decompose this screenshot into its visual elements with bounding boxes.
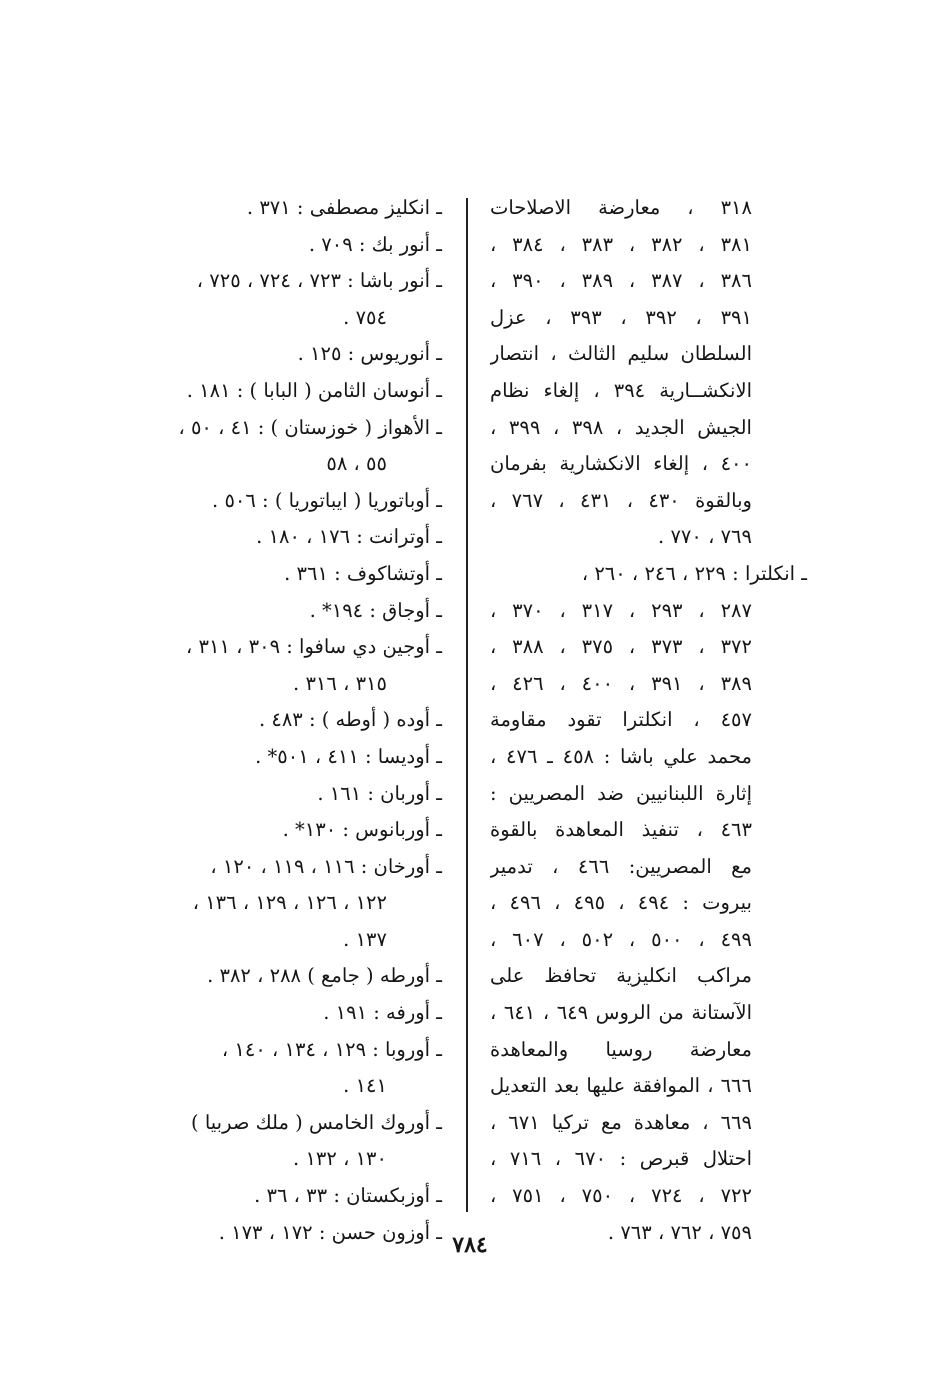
- index-line: ٤٥٧ ، انكلترا تقود مقاومة: [490, 708, 752, 732]
- index-line: مراكب انكليزية تحافظ على: [490, 964, 752, 988]
- index-line: ١٢٢ ، ١٢٦ ، ١٢٩ ، ١٣٦ ،: [192, 891, 387, 915]
- index-line: ٦٦٩ ، معاهدة مع تركيا ٦٧١ ،: [490, 1110, 752, 1134]
- index-line: ٣٨٦ ، ٣٨٧ ، ٣٨٩ ، ٣٩٠ ،: [490, 269, 752, 293]
- index-line: ٣٧٢ ، ٣٧٣ ، ٣٧٥ ، ٣٨٨ ،: [490, 635, 752, 659]
- index-line: ـ أنوسان الثامن ( البابا ) : ١٨١ .: [186, 378, 442, 402]
- index-line: ـ أنور باشا : ٧٢٣ ، ٧٢٤ ، ٧٢٥ ،: [196, 269, 442, 293]
- index-line: ٤٦٣ ، تنفيذ المعاهدة بالقوة: [490, 818, 752, 842]
- index-line: ـ انكليز مصطفى : ٣٧١ .: [246, 196, 442, 219]
- index-line: ـ أوجين دي سافوا : ٣٠٩ ، ٣١١ ،: [186, 635, 442, 659]
- index-line: ٢٨٧ ، ٢٩٣ ، ٣١٧ ، ٣٧٠ ،: [490, 598, 752, 622]
- index-line: ٤٩٩ ، ٥٠٠ ، ٥٠٢ ، ٦٠٧ ،: [490, 927, 752, 951]
- index-line: ٧٦٩ ، ٧٧٠ .: [658, 525, 752, 549]
- index-column-left: [74, 190, 442, 1251]
- index-line: الآستانة من الروس ٦٤٩ ، ٦٤١ ،: [490, 1001, 752, 1025]
- index-line: ٧٢٢ ، ٧٢٤ ، ٧٥٠ ، ٧٥١ ،: [490, 1184, 752, 1208]
- index-line: الانكشــارية ٣٩٤ ، إلغاء نظام: [490, 378, 752, 402]
- index-line: الجيش الجديد ، ٣٩٨ ، ٣٩٩ ،: [490, 415, 752, 439]
- index-line: ـ أوزبكستان : ٣٣ ، ٣٦ .: [254, 1184, 442, 1208]
- index-line: ٣٨٩ ، ٣٩١ ، ٤٠٠ ، ٤٢٦ ،: [490, 671, 752, 695]
- index-line: ـ أوروك الخامس ( ملك صربيا ): [191, 1110, 442, 1134]
- index-line: ـ الأهواز ( خوزستان ) : ٤١ ، ٥٠ ،: [178, 415, 442, 439]
- index-line: ـ أوديسا : ٤١١ ، ٥٠١* .: [255, 744, 442, 768]
- page-number: ٧٨٤: [452, 1232, 488, 1258]
- index-line: ـ أورخان : ١١٦ ، ١١٩ ، ١٢٠ ،: [210, 854, 442, 878]
- index-line: محمد علي باشا : ٤٥٨ ـ ٤٧٦ ،: [490, 744, 752, 768]
- index-line: معارضة روسيا والمعاهدة: [490, 1037, 752, 1061]
- index-line: بيروت : ٤٩٤ ، ٤٩٥ ، ٤٩٦ ،: [490, 891, 752, 915]
- index-line: ـ أوباتوريا ( ايباتوريا ) : ٥٠٦ .: [212, 488, 442, 512]
- index-line: ـ أوربان : ١٦١ .: [317, 781, 442, 805]
- index-column-right: [490, 190, 807, 1251]
- index-line: ٦٦٦ ، الموافقة عليها بعد التعديل: [490, 1074, 752, 1098]
- index-line: ـ أنوريوس : ١٢٥ .: [297, 342, 442, 366]
- index-line: ١٤١ .: [343, 1074, 387, 1098]
- index-line: ٣٩١ ، ٣٩٢ ، ٣٩٣ ، عزل: [490, 305, 752, 329]
- index-line: ـ أورطه ( جامع ) ٢٨٨ ، ٣٨٢ .: [207, 964, 442, 988]
- index-line: ٤٠٠ ، إلغاء الانكشارية بفرمان: [490, 452, 752, 476]
- index-line: ـ أوتشاكوف : ٣٦١ .: [284, 561, 442, 585]
- index-line: إثارة اللبنانيين ضد المصريين :: [490, 781, 752, 805]
- index-line: ـ أوروبا : ١٢٩ ، ١٣٤ ، ١٤٠ ،: [221, 1037, 442, 1061]
- index-line: السلطان سليم الثالث ، انتصار: [490, 342, 752, 366]
- index-line: ـ أوده ( أوطه ) : ٤٨٣ .: [258, 708, 442, 732]
- index-line: ـ أوترانت : ١٧٦ ، ١٨٠ .: [256, 525, 442, 549]
- index-line: ٧٥٩ ، ٧٦٢ ، ٧٦٣ .: [607, 1220, 752, 1244]
- index-line: ١٣٠ ، ١٣٢ .: [293, 1147, 387, 1171]
- index-line: احتلال قبرص : ٦٧٠ ، ٧١٦ ،: [490, 1147, 752, 1171]
- index-line: ـ أوربانوس : ١٣٠* .: [282, 818, 442, 842]
- index-line: ـ أنور بك : ٧٠٩ .: [308, 232, 442, 256]
- index-line: ٣٨١ ، ٣٨٢ ، ٣٨٣ ، ٣٨٤ ،: [490, 232, 752, 256]
- index-line: ـ أوجاق : ١٩٤* .: [309, 598, 442, 622]
- index-line: ـ أوزون حسن : ١٧٢ ، ١٧٣ .: [218, 1220, 442, 1244]
- index-line: مع المصريين: ٤٦٦ ، تدمير: [490, 854, 752, 878]
- index-line: ٣١٥ ، ٣١٦ .: [293, 671, 387, 695]
- index-line: وبالقوة ٤٣٠ ، ٤٣١ ، ٧٦٧ ،: [490, 488, 752, 512]
- column-divider: [466, 198, 468, 1212]
- index-line: ١٣٧ .: [343, 927, 387, 951]
- index-line: ـ أورفه : ١٩١ .: [323, 1001, 442, 1025]
- index-line: ٧٥٤ .: [343, 305, 387, 329]
- index-line: ٥٥ ، ٥٨: [326, 452, 387, 476]
- index-line: ٣١٨ ، معارضة الاصلاحات: [490, 196, 752, 219]
- index-line: ـ انكلترا : ٢٢٩ ، ٢٤٦ ، ٢٦٠ ،: [581, 561, 807, 585]
